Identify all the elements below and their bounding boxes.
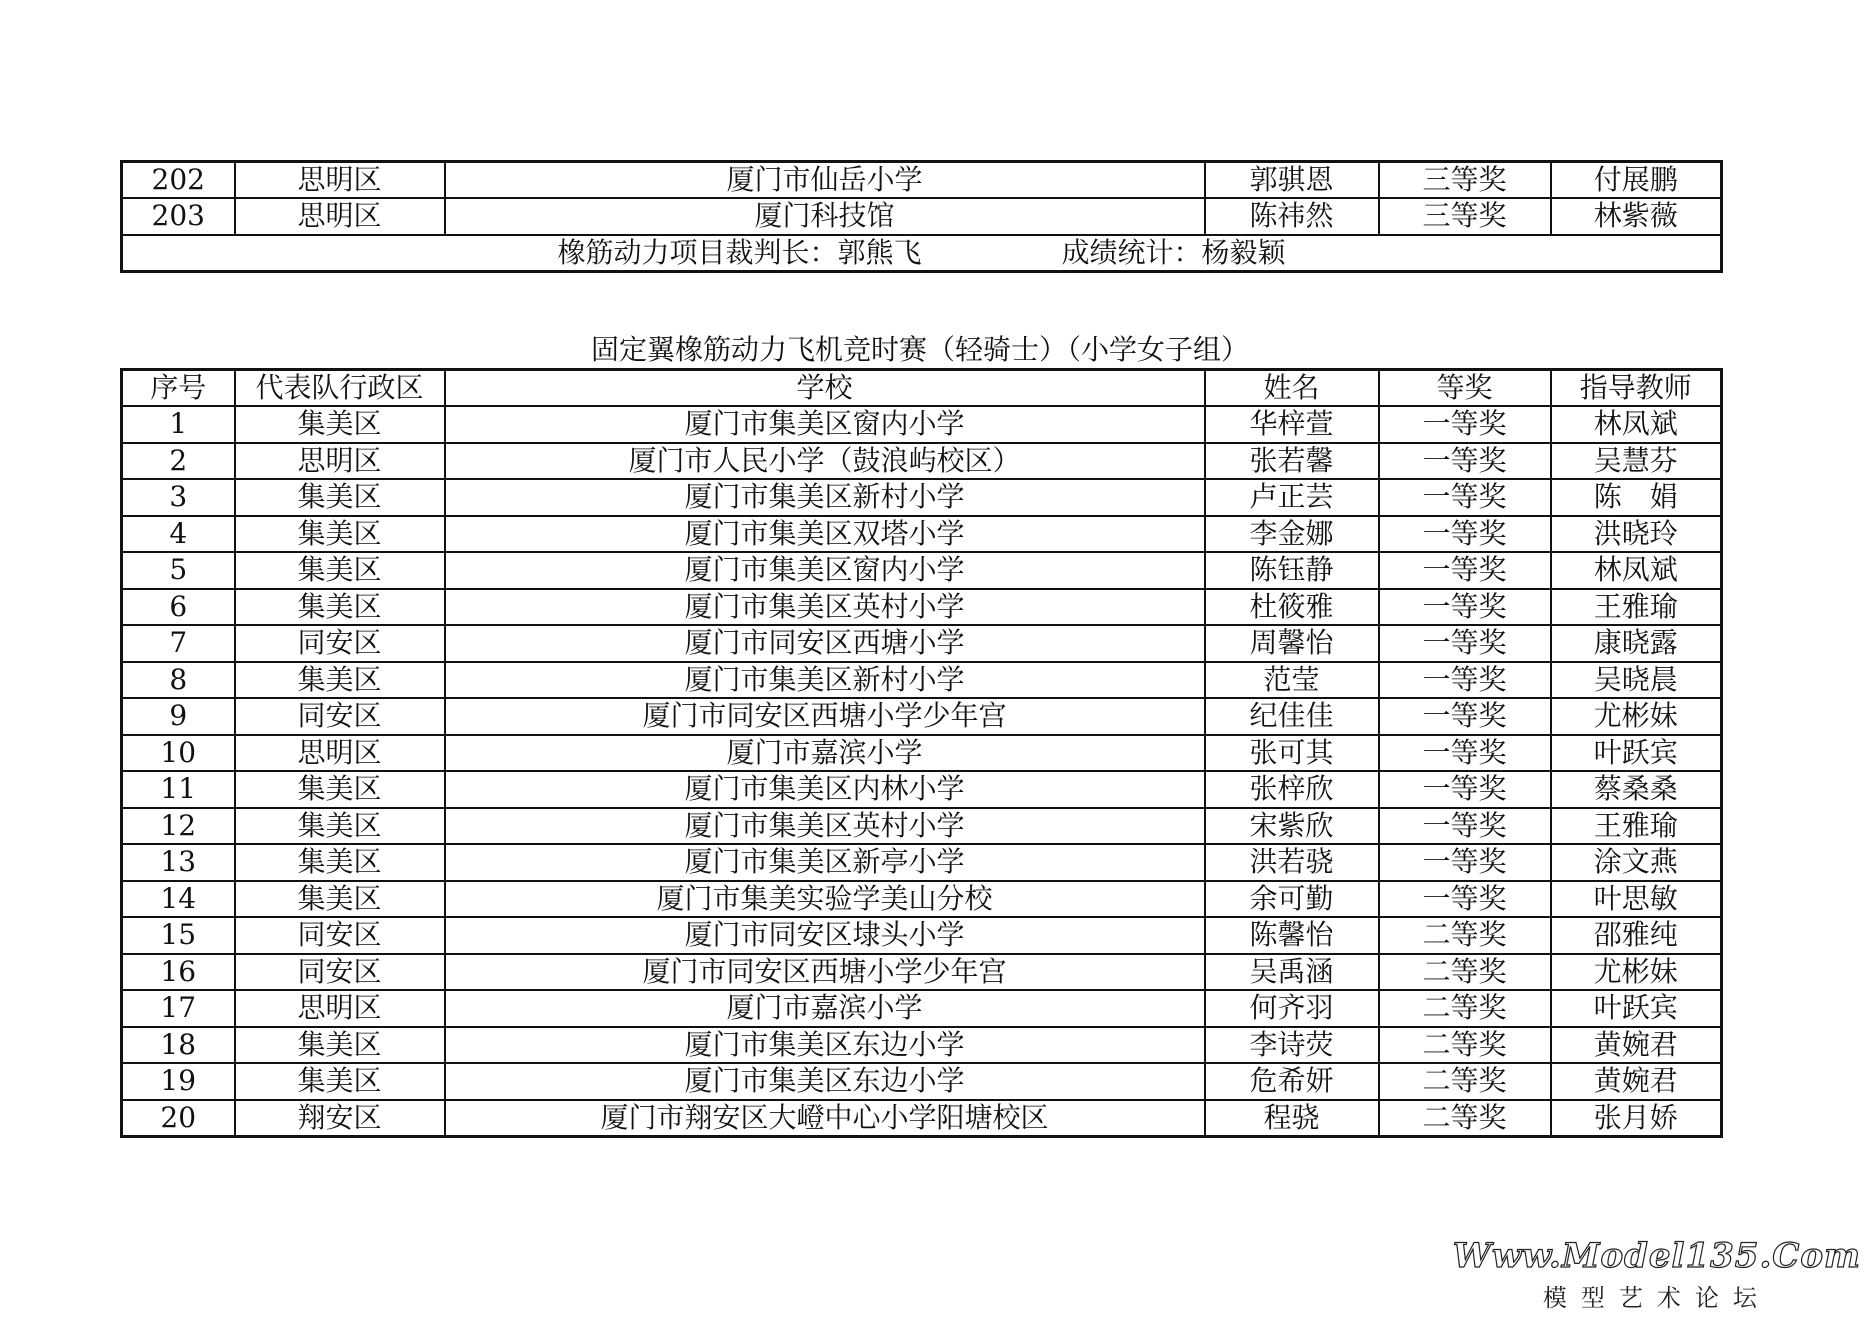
school-cell: 厦门市集美区窗内小学 [445, 552, 1205, 589]
name-cell: 洪若骁 [1205, 844, 1379, 881]
officials-row [122, 235, 1722, 272]
name-cell: 华梓萱 [1205, 406, 1379, 443]
school-cell: 厦门市集美区英村小学 [445, 808, 1205, 845]
serial-number-cell: 8 [122, 662, 235, 699]
award-cell: 一等奖 [1379, 881, 1551, 918]
district-cell: 翔安区 [235, 1100, 445, 1137]
serial-number-cell: 4 [122, 516, 235, 553]
header-name: 姓名 [1205, 370, 1379, 407]
district-cell: 集美区 [235, 771, 445, 808]
school-cell: 厦门市同安区埭头小学 [445, 917, 1205, 954]
teacher-cell: 洪晓玲 [1551, 516, 1722, 553]
name-cell: 张梓欣 [1205, 771, 1379, 808]
results-body [122, 406, 1722, 1136]
award-cell: 二等奖 [1379, 1063, 1551, 1100]
name-cell: 余可勤 [1205, 881, 1379, 918]
district-cell: 集美区 [235, 552, 445, 589]
table-row [122, 406, 1722, 443]
table-row [122, 516, 1722, 553]
serial-number-cell: 3 [122, 479, 235, 516]
award-cell: 二等奖 [1379, 954, 1551, 991]
teacher-cell: 王雅瑜 [1551, 808, 1722, 845]
school-cell: 厦门市人民小学（鼓浪屿校区） [445, 443, 1205, 480]
teacher-cell: 叶思敏 [1551, 881, 1722, 918]
teacher-cell: 康晓露 [1551, 625, 1722, 662]
watermark-subtitle: 模型艺术论坛 [1542, 1284, 1771, 1312]
table-row [122, 662, 1722, 699]
name-cell: 宋紫欣 [1205, 808, 1379, 845]
school-cell: 厦门市集美区新村小学 [445, 479, 1205, 516]
serial-number-cell: 6 [122, 589, 235, 626]
district-cell: 思明区 [235, 735, 445, 772]
teacher-cell: 叶跃宾 [1551, 990, 1722, 1027]
name-cell: 陈祎然 [1205, 198, 1379, 235]
table-row [122, 771, 1722, 808]
serial-number-cell: 11 [122, 771, 235, 808]
district-cell: 集美区 [235, 589, 445, 626]
school-cell: 厦门市集美区窗内小学 [445, 406, 1205, 443]
district-cell: 思明区 [235, 162, 445, 199]
school-cell: 厦门市同安区西塘小学 [445, 625, 1205, 662]
teacher-cell: 林凤斌 [1551, 406, 1722, 443]
name-cell: 张若馨 [1205, 443, 1379, 480]
name-cell: 郭骐恩 [1205, 162, 1379, 199]
serial-number-cell: 1 [122, 406, 235, 443]
award-cell: 二等奖 [1379, 1027, 1551, 1064]
district-cell: 思明区 [235, 443, 445, 480]
serial-number-cell: 5 [122, 552, 235, 589]
serial-number-cell: 203 [122, 198, 235, 235]
name-cell: 卢正芸 [1205, 479, 1379, 516]
school-cell: 厦门市集美区新村小学 [445, 662, 1205, 699]
serial-number-cell: 17 [122, 990, 235, 1027]
district-cell: 同安区 [235, 625, 445, 662]
teacher-cell: 张月娇 [1551, 1100, 1722, 1137]
teacher-cell: 陈 娟 [1551, 479, 1722, 516]
watermark-url: Www.Model135.Com [1452, 1236, 1861, 1276]
award-cell: 一等奖 [1379, 516, 1551, 553]
chief-judge-text: 橡筋动力项目裁判长：郭熊飞 [557, 235, 922, 269]
watermark-logo [1453, 1236, 1861, 1313]
table-row [122, 881, 1722, 918]
name-cell: 张可其 [1205, 735, 1379, 772]
table-row [122, 954, 1722, 991]
teacher-cell: 邵雅纯 [1551, 917, 1722, 954]
table-row [122, 698, 1722, 735]
school-cell: 厦门市嘉滨小学 [445, 735, 1205, 772]
teacher-cell: 尤彬妹 [1551, 698, 1722, 735]
name-cell: 程骁 [1205, 1100, 1379, 1137]
header-district: 代表队行政区 [235, 370, 445, 407]
award-cell: 三等奖 [1379, 198, 1551, 235]
teacher-cell: 涂文燕 [1551, 844, 1722, 881]
school-cell: 厦门市集美区新亭小学 [445, 844, 1205, 881]
name-cell: 李金娜 [1205, 516, 1379, 553]
name-cell: 纪佳佳 [1205, 698, 1379, 735]
serial-number-cell: 13 [122, 844, 235, 881]
serial-number-cell: 2 [122, 443, 235, 480]
serial-number-cell: 19 [122, 1063, 235, 1100]
award-cell: 一等奖 [1379, 406, 1551, 443]
award-cell: 一等奖 [1379, 844, 1551, 881]
district-cell: 集美区 [235, 662, 445, 699]
award-cell: 一等奖 [1379, 625, 1551, 662]
award-cell: 一等奖 [1379, 552, 1551, 589]
district-cell: 同安区 [235, 917, 445, 954]
district-cell: 集美区 [235, 881, 445, 918]
school-cell: 厦门市同安区西塘小学少年宫 [445, 954, 1205, 991]
serial-number-cell: 16 [122, 954, 235, 991]
table-row [122, 552, 1722, 589]
district-cell: 集美区 [235, 479, 445, 516]
serial-number-cell: 12 [122, 808, 235, 845]
award-cell: 一等奖 [1379, 735, 1551, 772]
school-cell: 厦门市集美区东边小学 [445, 1027, 1205, 1064]
name-cell: 危希妍 [1205, 1063, 1379, 1100]
statistician-text: 成绩统计：杨毅颖 [1061, 235, 1286, 269]
district-cell: 集美区 [235, 844, 445, 881]
school-cell: 厦门科技馆 [445, 198, 1205, 235]
school-cell: 厦门市集美区双塔小学 [445, 516, 1205, 553]
serial-number-cell: 202 [122, 162, 235, 199]
name-cell: 杜筱雅 [1205, 589, 1379, 626]
table-row [122, 1063, 1722, 1100]
award-cell: 三等奖 [1379, 162, 1551, 199]
previous-results-body [122, 162, 1722, 272]
school-cell: 厦门市同安区西塘小学少年宫 [445, 698, 1205, 735]
award-cell: 一等奖 [1379, 698, 1551, 735]
table-row [122, 198, 1722, 235]
teacher-cell: 吴慧芬 [1551, 443, 1722, 480]
award-cell: 一等奖 [1379, 479, 1551, 516]
teacher-cell: 林紫薇 [1551, 198, 1722, 235]
table-row [122, 1100, 1722, 1137]
name-cell: 吴禹涵 [1205, 954, 1379, 991]
header-school: 学校 [445, 370, 1205, 407]
name-cell: 李诗荧 [1205, 1027, 1379, 1064]
name-cell: 周馨怡 [1205, 625, 1379, 662]
district-cell: 思明区 [235, 990, 445, 1027]
table-row [122, 844, 1722, 881]
serial-number-cell: 20 [122, 1100, 235, 1137]
table-row [122, 735, 1722, 772]
serial-number-cell: 10 [122, 735, 235, 772]
teacher-cell: 黄婉君 [1551, 1063, 1722, 1100]
table-row [122, 162, 1722, 199]
previous-results-table [120, 160, 1723, 273]
district-cell: 同安区 [235, 954, 445, 991]
table-row [122, 479, 1722, 516]
table-title: 固定翼橡筋动力飞机竞时赛（轻骑士）（小学女子组） [590, 333, 1249, 366]
teacher-cell: 林凤斌 [1551, 552, 1722, 589]
table-row [122, 917, 1722, 954]
district-cell: 集美区 [235, 516, 445, 553]
district-cell: 集美区 [235, 1063, 445, 1100]
teacher-cell: 吴晓晨 [1551, 662, 1722, 699]
teacher-cell: 蔡桑桑 [1551, 771, 1722, 808]
teacher-cell: 叶跃宾 [1551, 735, 1722, 772]
district-cell: 同安区 [235, 698, 445, 735]
award-cell: 一等奖 [1379, 662, 1551, 699]
school-cell: 厦门市仙岳小学 [445, 162, 1205, 199]
officials-cell [122, 235, 1722, 272]
school-cell: 厦门市翔安区大嶝中心小学阳塘校区 [445, 1100, 1205, 1137]
teacher-cell: 黄婉君 [1551, 1027, 1722, 1064]
table-header-row [122, 370, 1722, 407]
table-row [122, 625, 1722, 662]
award-cell: 一等奖 [1379, 808, 1551, 845]
award-cell: 一等奖 [1379, 589, 1551, 626]
serial-number-cell: 18 [122, 1027, 235, 1064]
award-cell: 二等奖 [1379, 917, 1551, 954]
school-cell: 厦门市集美区内林小学 [445, 771, 1205, 808]
name-cell: 陈钰静 [1205, 552, 1379, 589]
teacher-cell: 尤彬妹 [1551, 954, 1722, 991]
school-cell: 厦门市集美区东边小学 [445, 1063, 1205, 1100]
serial-number-cell: 15 [122, 917, 235, 954]
name-cell: 陈馨怡 [1205, 917, 1379, 954]
district-cell: 集美区 [235, 808, 445, 845]
header-serial-number: 序号 [122, 370, 235, 407]
award-cell: 一等奖 [1379, 771, 1551, 808]
table-row [122, 443, 1722, 480]
district-cell: 思明区 [235, 198, 445, 235]
school-cell: 厦门市集美实验学美山分校 [445, 881, 1205, 918]
award-cell: 一等奖 [1379, 443, 1551, 480]
header-award: 等奖 [1379, 370, 1551, 407]
results-table [120, 368, 1723, 1138]
district-cell: 集美区 [235, 406, 445, 443]
table-row [122, 808, 1722, 845]
school-cell: 厦门市集美区英村小学 [445, 589, 1205, 626]
serial-number-cell: 14 [122, 881, 235, 918]
award-cell: 二等奖 [1379, 990, 1551, 1027]
district-cell: 集美区 [235, 1027, 445, 1064]
name-cell: 何齐羽 [1205, 990, 1379, 1027]
school-cell: 厦门市嘉滨小学 [445, 990, 1205, 1027]
teacher-cell: 付展鹏 [1551, 162, 1722, 199]
name-cell: 范莹 [1205, 662, 1379, 699]
table-row [122, 589, 1722, 626]
teacher-cell: 王雅瑜 [1551, 589, 1722, 626]
table-row [122, 1027, 1722, 1064]
serial-number-cell: 9 [122, 698, 235, 735]
award-cell: 二等奖 [1379, 1100, 1551, 1137]
header-teacher: 指导教师 [1551, 370, 1722, 407]
serial-number-cell: 7 [122, 625, 235, 662]
table-row [122, 990, 1722, 1027]
